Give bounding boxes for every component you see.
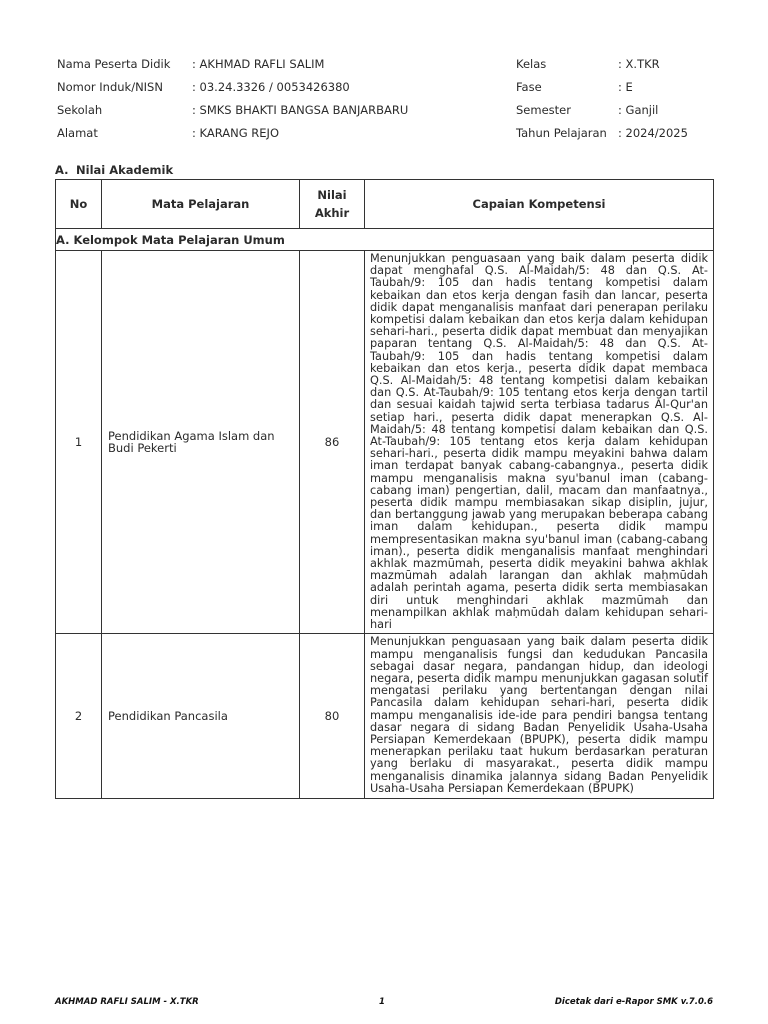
page-footer — [55, 997, 713, 1011]
school-label: Sekolah — [57, 103, 103, 117]
row-number: 1 — [56, 251, 102, 634]
grades-table — [55, 179, 714, 799]
phase-label: Fase — [516, 80, 542, 94]
group-title: A. Kelompok Mata Pelajaran Umum — [56, 229, 714, 251]
school-value: : SMKS BHAKTI BANGSA BANJARBARU — [192, 103, 409, 117]
table-row — [56, 251, 714, 634]
section-title-text: Nilai Akademik — [76, 163, 174, 177]
header-no: No — [56, 180, 102, 229]
competency-description: Menunjukkan penguasaan yang baik dalam peserta didik dapat menghafal Q.S. Al-Maidah/5: 48 dan Q.S. At-Taubah/9: 105 dan hadis tentang kompetisi dalam kebaikan dan etos kerja dengan fasih dan lancar, peserta didik dapat menganalisis manfaat dari penerapan perilaku kompetisi dalam kebaikan dan etos kerja dalam kehidupan sehari-hari., peserta didik dapat membuat dan menyajikan paparan tentang Q.S. Al-Maidah/5: 48 dan Q.S. At-Taubah/9: 105 dan hadis tentang kompetisi dalam kebaikan dan etos kerja., peserta didik dapat membaca Q.S. Al-Maidah/5: 48 tentang kompetisi dalam kebaikan dan Q.S. At-Taubah/9: 105 tentang etos kerja dengan tartil dan sesuai kaidah tajwid serta terbiasa tadarus Al-Qur'an setiap hari., peserta didik dapat menerapkan Q.S. Al-Maidah/5: 48 tentang kompetisi dalam kebaikan dan Q.S. At-Taubah/9: 105 tentang etos kerja dalam kehidupan sehari-hari., peserta didik mampu meyakini bahwa dalam iman terdapat banyak cabang-cabangnya., peserta didik mampu menganalisis makna syu'banul iman (cabang-cabang iman) pengertian, dalil, macam dan manfaatnya., peserta didik mampu membiasakan sikap disiplin, jujur, dan bertanggung jawab yang merupakan beberapa cabang iman dalam kehidupan., peserta didik mampu mempresentasikan makna syu'banul iman (cabang-cabang iman)., peserta didik menganalisis manfaat menghindari akhlak mazmūmah, peserta didik meyakini bahwa akhlak mazmūmah adalah larangan dan akhlak maḥmūdah adalah perintah agama, peserta didik serta membiasakan diri untuk menghindari akhlak mazmūmah dan menampilkan akhlak maḥmūdah dalam kehidupan sehari-hari — [365, 251, 714, 634]
subject-name: Pendidikan Agama Islam dan Budi Pekerti — [102, 251, 300, 634]
final-score: 80 — [300, 634, 365, 799]
table-row — [56, 634, 714, 799]
footer-student: AKHMAD RAFLI SALIM - X.TKR — [55, 997, 199, 1007]
subject-name: Pendidikan Pancasila — [102, 634, 300, 799]
final-score: 86 — [300, 251, 365, 634]
student-info — [0, 56, 768, 148]
group-row — [56, 229, 714, 251]
header-score-line2: Akhir — [314, 206, 350, 220]
student-nisn-label: Nomor Induk/NISN — [57, 80, 163, 94]
academic-year-value: : 2024/2025 — [618, 126, 688, 140]
student-name-label: Nama Peserta Didik — [57, 57, 171, 71]
class-value: : X.TKR — [618, 57, 660, 71]
section-letter: A. — [55, 163, 69, 177]
student-nisn-value: : 03.24.3326 / 0053426380 — [192, 80, 350, 94]
address-label: Alamat — [57, 126, 98, 140]
address-value: : KARANG REJO — [192, 126, 279, 140]
footer-page-number: 1 — [379, 997, 385, 1007]
section-title — [55, 163, 173, 177]
class-label: Kelas — [516, 57, 547, 71]
header-score-line1: Nilai — [317, 188, 347, 202]
header-subject: Mata Pelajaran — [102, 180, 300, 229]
academic-year-label: Tahun Pelajaran — [516, 126, 607, 140]
competency-description: Menunjukkan penguasaan yang baik dalam peserta didik mampu menganalisis fungsi dan kedudukan Pancasila sebagai dasar negara, pandangan hidup, dan ideologi negara, peserta didik mampu menunjukkan gagasan solutif mengatasi perilaku yang bertentangan dengan nilai Pancasila dalam kehidupan sehari-hari, peserta didik mampu menganalisis ide-ide para pendiri bangsa tentang dasar negara di sidang Badan Penyelidik Usaha-Usaha Persiapan Kemerdekaan (BPUPK), peserta didik mampu menerapkan perilaku taat hukum berdasarkan peraturan yang berlaku di masyarakat., peserta didik mampu menganalisis dinamika jalannya sidang Badan Penyelidik Usaha-Usaha Persiapan Kemerdekaan (BPUPK) — [365, 634, 714, 799]
header-score — [300, 180, 365, 229]
phase-value: : E — [618, 80, 633, 94]
semester-label: Semester — [516, 103, 571, 117]
footer-printed-by: Dicetak dari e-Rapor SMK v.7.0.6 — [554, 997, 713, 1007]
row-number: 2 — [56, 634, 102, 799]
student-name-value: : AKHMAD RAFLI SALIM — [192, 57, 325, 71]
semester-value: : Ganjil — [618, 103, 659, 117]
header-competency: Capaian Kompetensi — [365, 180, 714, 229]
table-header-row — [56, 180, 714, 229]
